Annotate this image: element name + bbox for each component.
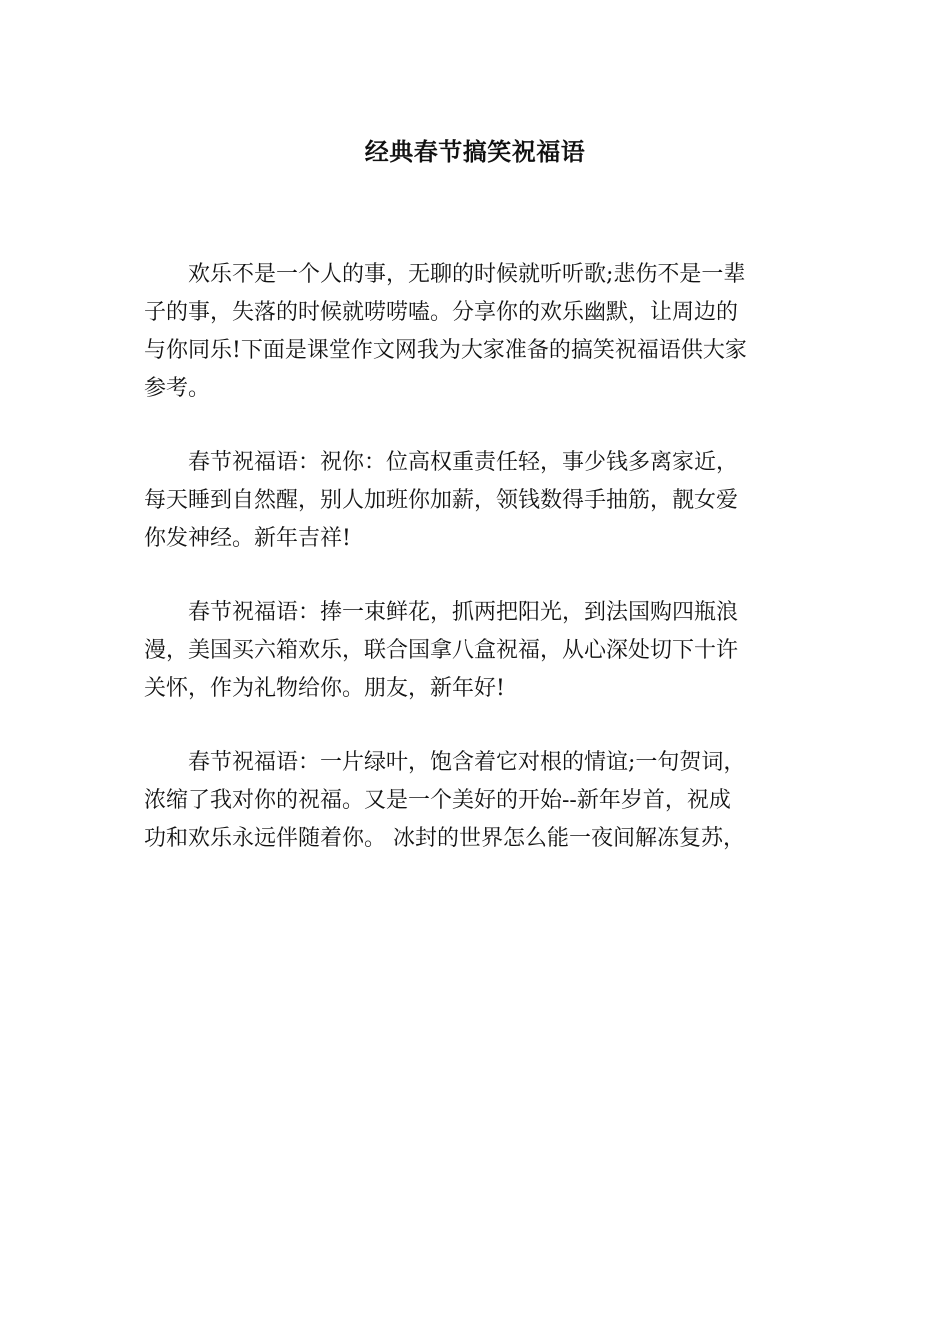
paragraph-intro — [144, 256, 808, 408]
document-body — [144, 256, 808, 858]
paragraph-gap — [144, 708, 808, 744]
text-line: 春节祝福语：一片绿叶，饱含着它对根的情谊;一句贺词， — [188, 750, 746, 775]
text-line: 每天睡到自然醒，别人加班你加薪，领钱数得手抽筋，靓女爱 — [144, 488, 739, 513]
paragraph-gap — [144, 408, 808, 444]
text-line: 春节祝福语：捧一束鲜花，抓两把阳光，到法国购四瓶浪 — [188, 600, 739, 625]
text-line: 关怀，作为礼物给你。朋友，新年好! — [144, 676, 505, 701]
text-line: 漫，美国买六箱欢乐，联合国拿八盒祝福，从心深处切下十许 — [144, 638, 739, 663]
paragraph-greeting-3 — [144, 744, 808, 858]
text-line: 春节祝福语：祝你：位高权重责任轻，事少钱多离家近， — [188, 450, 739, 475]
text-line: 欢乐不是一个人的事，无聊的时候就听听歌;悲伤不是一辈 — [188, 262, 746, 287]
text-line: 功和欢乐永远伴随着你。 冰封的世界怎么能一夜间解冻复苏， — [144, 826, 745, 851]
text-line: 你发神经。新年吉祥! — [144, 526, 351, 551]
text-line: 与你同乐!下面是课堂作文网我为大家准备的搞笑祝福语供大家 — [144, 338, 747, 363]
text-line: 子的事，失落的时候就唠唠嗑。分享你的欢乐幽默，让周边的 — [144, 300, 739, 325]
document-title: 经典春节搞笑祝福语 — [364, 137, 586, 166]
paragraph-greeting-2 — [144, 594, 808, 708]
paragraph-gap — [144, 558, 808, 594]
text-line: 参考。 — [144, 376, 211, 401]
text-line: 浓缩了我对你的祝福。又是一个美好的开始--新年岁首，祝成 — [144, 788, 731, 813]
paragraph-greeting-1 — [144, 444, 808, 558]
